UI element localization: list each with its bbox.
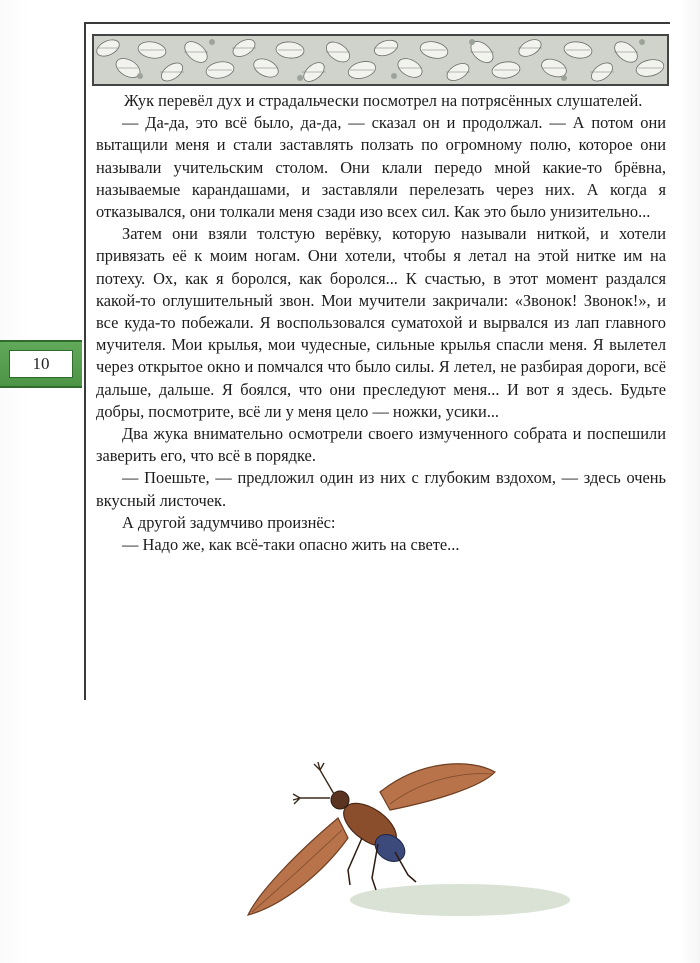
leaf-pattern-banner bbox=[92, 34, 669, 86]
beetle-antenna bbox=[293, 794, 330, 804]
paragraph: — Да-да, это всё было, да-да, — сказал он и продолжал. — А потом они вытащили меня и стали заставлять ползать по огромному полю, которое они называли учительским столом. Они клали передо мной какие-то брёвна, называемые карандашами, и заставляли перелезать через них. А когда я отказывался, они толкали меня сзади изо всех сил. Как это было унизительно... bbox=[96, 113, 666, 222]
paragraph: — Надо же, как всё-таки опасно жить на свете... bbox=[122, 535, 460, 555]
beetle-shadow bbox=[350, 884, 570, 916]
beetle-antenna bbox=[314, 762, 334, 794]
paragraph: А другой задумчиво произнёс: bbox=[122, 512, 336, 532]
paragraph: Два жука внимательно осмотрели своего измученного собрата и поспешили заверить его, что всё в порядке. bbox=[96, 424, 666, 466]
beetle-wing-upper bbox=[380, 764, 495, 810]
paragraph: Затем они взяли толстую верёвку, которую называли ниткой, и хотели привязать её к моим ногам. Они хотели, чтобы я летал на этой нитке им на потеху. Ох, как я боролся, как боролся... К счастью, в этот момент раздался какой-то оглушительный звон. Мои мучители закричали: «Звонок! Звонок!», и все куда-то побежали. Я воспользовался суматохой и вырвался из лап главного мучителя. Мои крылья, мои чудесные, сильные крылья спасли меня. Я вылетел через открытое окно и помчался что было силы. Я летел, не разбирая дороги, всё дальше, дальше. Я боялся, что они преследуют меня... И вот я здесь. Будьте добры, посмотрите, всё ли у меня цело — ножки, усики... bbox=[96, 224, 666, 421]
flying-beetle-illustration bbox=[230, 740, 590, 930]
leaf-pattern-icon bbox=[94, 36, 667, 84]
beetle-leg bbox=[395, 852, 416, 882]
beetle-leg bbox=[348, 838, 362, 885]
story-text bbox=[96, 90, 666, 556]
page-number: 10 bbox=[9, 350, 73, 378]
paragraph: — Поешьте, — предложил один из них с глубоким вздохом, — здесь очень вкусный листочек. bbox=[96, 468, 666, 510]
paragraph: Жук перевёл дух и страдальчески посмотрел на потрясённых слушателей. bbox=[124, 91, 643, 110]
beetle-wing-lower bbox=[248, 818, 348, 915]
top-border-rule bbox=[84, 22, 670, 24]
left-border-rule bbox=[84, 22, 86, 700]
beetle-leg bbox=[372, 844, 378, 890]
page-number-tab bbox=[0, 340, 82, 388]
